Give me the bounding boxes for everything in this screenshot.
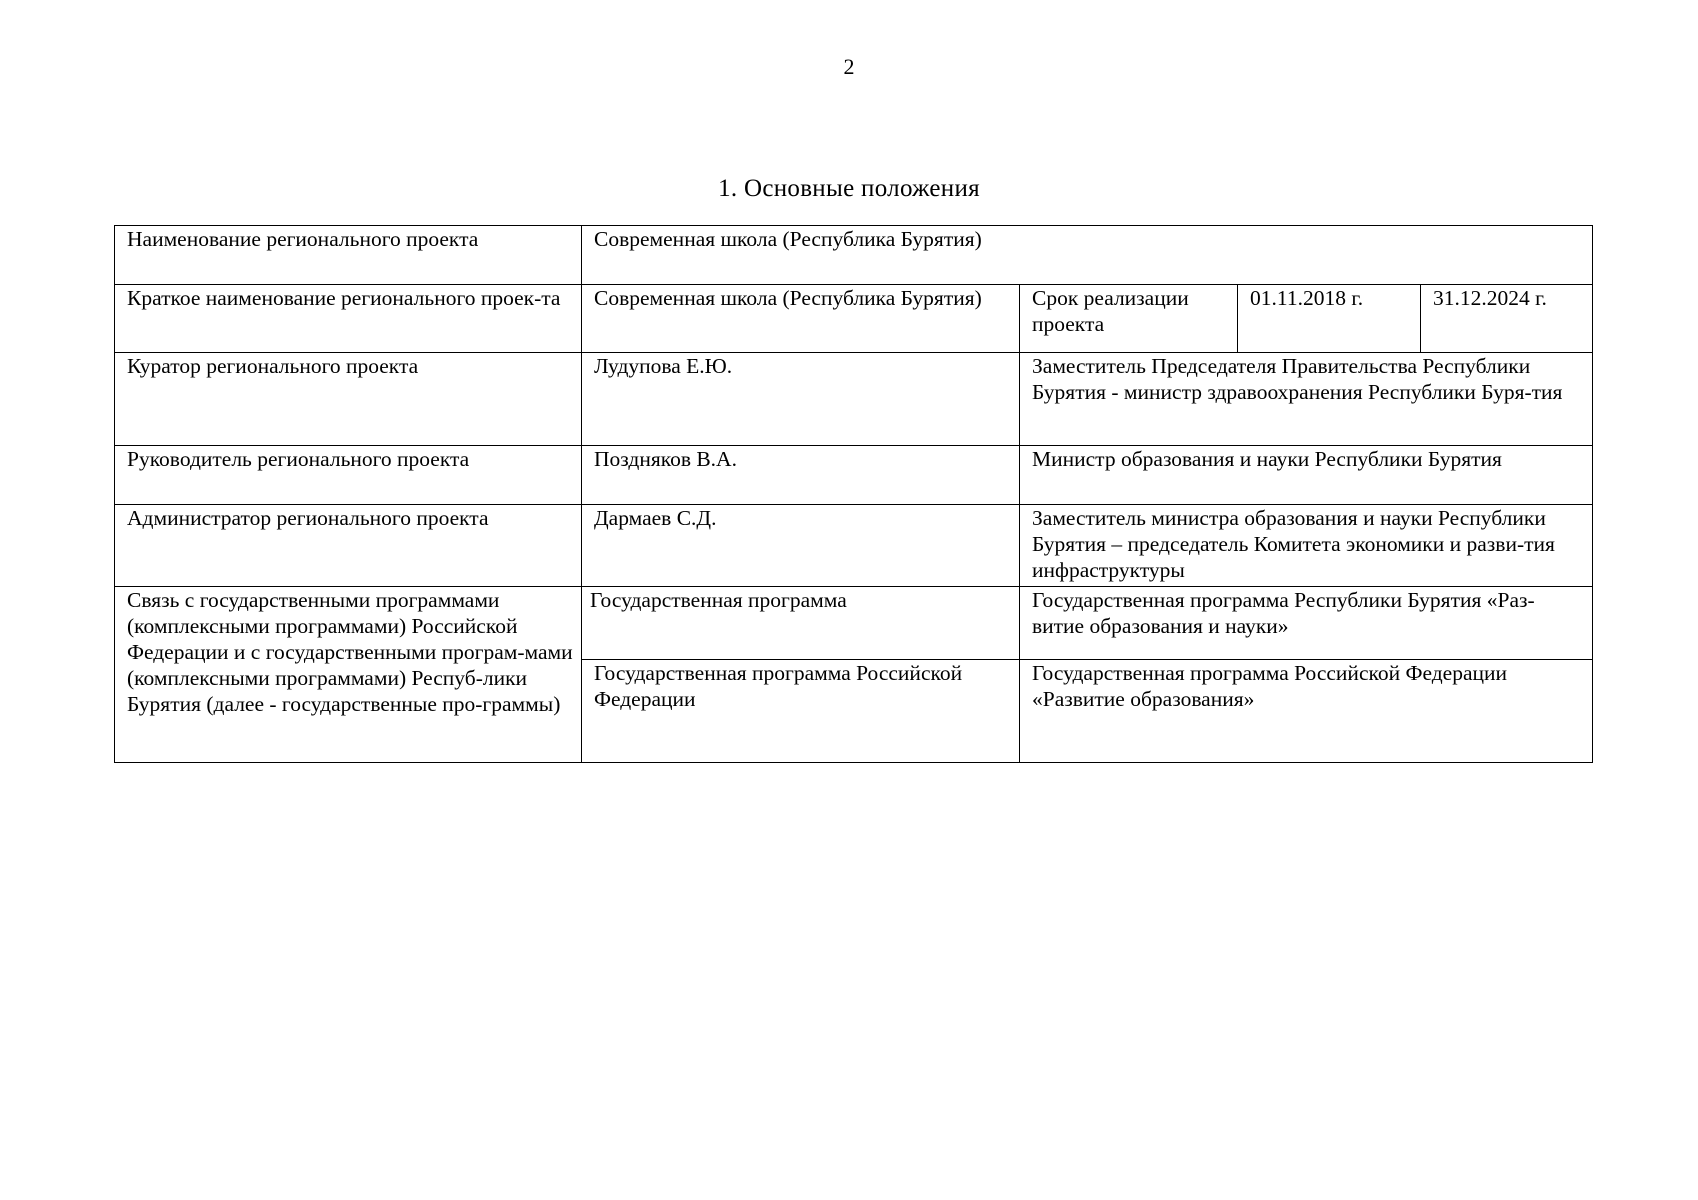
program-type-federal: Государственная программа Российской Федерации xyxy=(582,660,1020,763)
administrator-name: Дармаев С.Д. xyxy=(582,505,1020,587)
short-name-label: Краткое наименование регионального проек-та xyxy=(115,285,582,353)
short-name-value: Современная школа (Республика Бурятия) xyxy=(582,285,1020,353)
project-name-value: Современная школа (Республика Бурятия) xyxy=(582,226,1593,285)
leader-name: Поздняков В.А. xyxy=(582,446,1020,505)
administrator-label: Администратор регионального проекта xyxy=(115,505,582,587)
end-date: 31.12.2024 г. xyxy=(1421,285,1593,353)
program-name-federal: Государственная программа Российской Федерации «Развитие образования» xyxy=(1020,660,1593,763)
curator-name: Лудупова Е.Ю. xyxy=(582,353,1020,446)
programs-label: Связь с государственными программами (комплексными программами) Российской Федерации и с государственными програм-мами (комплексными программами) Респуб-лики Бурятия (далее - государственные про-граммы) xyxy=(115,587,582,763)
curator-position: Заместитель Председателя Правительства Республики Бурятия - министр здравоохранения Республики Буря-тия xyxy=(1020,353,1593,446)
curator-label: Куратор регионального проекта xyxy=(115,353,582,446)
table-row-program-regional xyxy=(115,587,1593,660)
table-row-curator xyxy=(115,353,1593,446)
project-name-label: Наименование регионального проекта xyxy=(115,226,582,285)
leader-position: Министр образования и науки Республики Бурятия xyxy=(1020,446,1593,505)
table-row-project-name xyxy=(115,226,1593,285)
administrator-position: Заместитель министра образования и науки Республики Бурятия – председатель Комитета экономики и разви-тия инфраструктуры xyxy=(1020,505,1593,587)
table-row-short-name xyxy=(115,285,1593,353)
program-type-regional: Государственная программа xyxy=(582,587,1020,660)
period-label: Срок реализации проекта xyxy=(1020,285,1238,353)
section-title: 1. Основные положения xyxy=(718,175,980,202)
start-date: 01.11.2018 г. xyxy=(1238,285,1421,353)
program-name-regional: Государственная программа Республики Бурятия «Раз-витие образования и науки» xyxy=(1020,587,1593,660)
project-passport-table xyxy=(114,225,1593,763)
leader-label: Руководитель регионального проекта xyxy=(115,446,582,505)
table-row-leader xyxy=(115,446,1593,505)
page-number: 2 xyxy=(843,54,855,79)
table-row-administrator xyxy=(115,505,1593,587)
